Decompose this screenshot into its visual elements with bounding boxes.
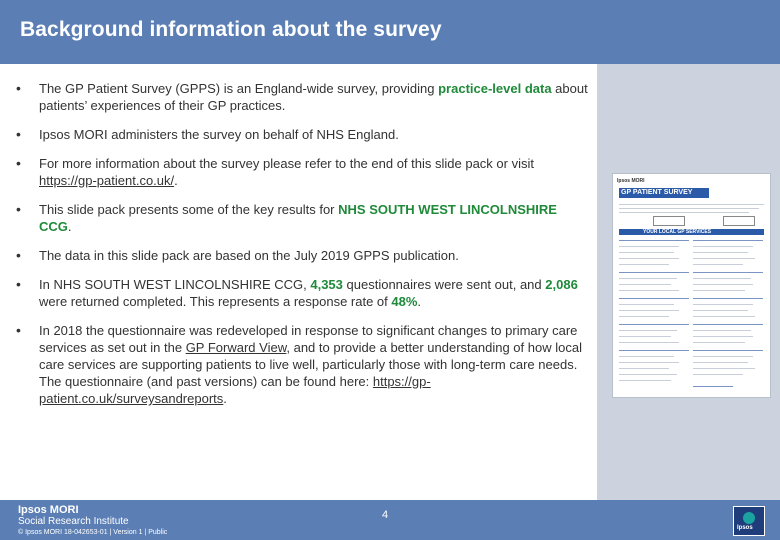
bullet-7-post: .: [223, 391, 227, 406]
thumbnail-text-line: [619, 374, 677, 375]
thumbnail-text-line: [619, 258, 679, 259]
gp-forward-view-link[interactable]: GP Forward View: [185, 340, 287, 355]
thumbnail-field: [653, 216, 685, 226]
thumbnail-text-line: [619, 204, 764, 205]
bullet-dot-icon: •: [16, 80, 21, 96]
bullet-dot-icon: •: [16, 247, 21, 263]
bullet-list: [15, 80, 590, 419]
thumbnail-text-line: [693, 258, 755, 259]
thumbnail-text-line: [693, 264, 743, 265]
page-number: 4: [382, 509, 389, 521]
thumbnail-text-line: [619, 298, 689, 299]
slide-title: Background information about the survey: [20, 18, 442, 41]
ccg-name-highlight: NHS SOUTH WEST LINCOLNSHIRE CCG: [39, 202, 557, 234]
thumbnail-section-title: YOUR LOCAL GP SERVICES: [643, 229, 712, 235]
gp-patient-link[interactable]: https://gp-patient.co.uk/: [39, 173, 175, 188]
bullet-6-mid2: were returned completed. This represents a response rate of: [39, 294, 392, 309]
bullet-dot-icon: •: [16, 126, 21, 142]
thumbnail-text-line: [693, 290, 745, 291]
bullet-item-6: [15, 276, 590, 310]
bullet-2-text: Ipsos MORI administers the survey on behalf of NHS England.: [39, 127, 399, 142]
thumbnail-text-line: [619, 252, 674, 253]
bullet-6-mid: questionnaires were sent out, and: [342, 277, 546, 292]
thumbnail-text-line: [693, 272, 763, 273]
thumbnail-text-line: [693, 336, 753, 337]
thumbnail-text-line: [619, 240, 689, 241]
bullet-item-4: [15, 201, 590, 235]
thumbnail-text-line: [693, 386, 733, 387]
thumbnail-text-line: [619, 290, 679, 291]
thumbnail-text-line: [693, 368, 755, 369]
bullet-4-pre: This slide pack presents some of the key results for: [39, 202, 339, 217]
bullet-item-5: [15, 247, 590, 264]
thumbnail-text-line: [693, 240, 763, 241]
bullet-dot-icon: •: [16, 322, 21, 338]
thumbnail-text-line: [693, 304, 753, 305]
thumbnail-text-line: [619, 272, 689, 273]
bullet-1-pre: The GP Patient Survey (GPPS) is an England-wide survey, providing: [39, 81, 439, 96]
thumbnail-text-line: [619, 368, 669, 369]
thumbnail-text-line: [693, 356, 753, 357]
bullet-3-post: .: [174, 173, 178, 188]
bullet-item-7: [15, 322, 590, 407]
thumbnail-text-line: [619, 356, 674, 357]
thumbnail-text-line: [619, 342, 679, 343]
ipsos-logo-icon: [733, 506, 765, 536]
thumbnail-text-line: [619, 284, 671, 285]
bullet-7-mid: , and to provide a better understanding of how local care services are supporting patients to live well, particularly those with long-term care needs. The questionnaire (and past versions) can be found here:: [39, 340, 582, 389]
thumbnail-text-line: [619, 310, 679, 311]
thumbnail-text-line: [693, 330, 751, 331]
bullet-item-3: [15, 155, 590, 189]
thumbnail-title: GP PATIENT SURVEY: [621, 189, 693, 196]
thumbnail-text-line: [619, 304, 674, 305]
bullet-dot-icon: •: [16, 155, 21, 171]
bullet-item-1: [15, 80, 590, 114]
thumbnail-text-line: [693, 324, 763, 325]
thumbnail-text-line: [693, 298, 763, 299]
questionnaires-sent-count: 4,353: [310, 277, 343, 292]
thumbnail-text-line: [619, 212, 749, 213]
bullet-7-pre: In 2018 the questionnaire was redeveloped in response to significant changes to primary care services as set out in the: [39, 323, 578, 355]
questionnaires-returned-count: 2,086: [545, 277, 578, 292]
thumbnail-text-line: [619, 246, 679, 247]
bullet-1-highlight: practice-level data: [438, 81, 552, 96]
ipsos-badge-text: Ipsos: [737, 525, 753, 531]
bullet-dot-icon: •: [16, 276, 21, 292]
response-rate: 48%: [391, 294, 418, 309]
thumbnail-text-line: [619, 380, 671, 381]
thumbnail-text-line: [619, 324, 689, 325]
questionnaire-thumbnail: [612, 173, 771, 398]
thumbnail-text-line: [693, 252, 748, 253]
thumbnail-text-line: [619, 330, 677, 331]
thumbnail-text-line: [693, 246, 753, 247]
thumbnail-text-line: [619, 264, 669, 265]
thumbnail-text-line: [693, 316, 755, 317]
thumbnail-text-line: [693, 284, 753, 285]
bullet-1-post: about patients’ experiences of their GP practices.: [39, 81, 588, 113]
thumbnail-text-line: [619, 362, 679, 363]
bullet-dot-icon: •: [16, 201, 21, 217]
bullet-6-pre: In NHS SOUTH WEST LINCOLNSHIRE CCG,: [39, 277, 311, 292]
logo-line-1: Ipsos MORI: [18, 504, 79, 516]
thumbnail-field: [723, 216, 755, 226]
bullet-4-post: .: [67, 219, 72, 234]
slide-header: [0, 0, 780, 64]
thumbnail-text-line: [693, 278, 751, 279]
ipsos-logo-circle: [743, 512, 755, 524]
ipsos-mori-logo: [18, 505, 129, 527]
bullet-5-text: The data in this slide pack are based on the July 2019 GPPS publication.: [39, 248, 459, 263]
thumbnail-text-line: [619, 278, 677, 279]
thumbnail-text-line: [619, 350, 689, 351]
thumbnail-brand: Ipsos MORI: [617, 178, 645, 184]
copyright-text: © Ipsos MORI 18-042653-01 | Version 1 | Public: [18, 529, 168, 536]
thumbnail-text-line: [619, 316, 669, 317]
bullet-6-post: .: [417, 294, 422, 309]
thumbnail-text-line: [693, 310, 748, 311]
bullet-item-2: [15, 126, 590, 143]
logo-line-2: Social Research Institute: [18, 516, 129, 527]
thumbnail-text-line: [619, 336, 671, 337]
thumbnail-text-line: [619, 208, 759, 209]
surveys-and-reports-link[interactable]: https://gp-patient.co.uk/surveysandreports: [39, 374, 431, 406]
thumbnail-text-line: [693, 374, 743, 375]
thumbnail-text-line: [693, 342, 745, 343]
bullet-3-pre: For more information about the survey please refer to the end of this slide pack or visit: [39, 156, 534, 171]
thumbnail-text-line: [693, 362, 748, 363]
thumbnail-text-line: [693, 350, 763, 351]
